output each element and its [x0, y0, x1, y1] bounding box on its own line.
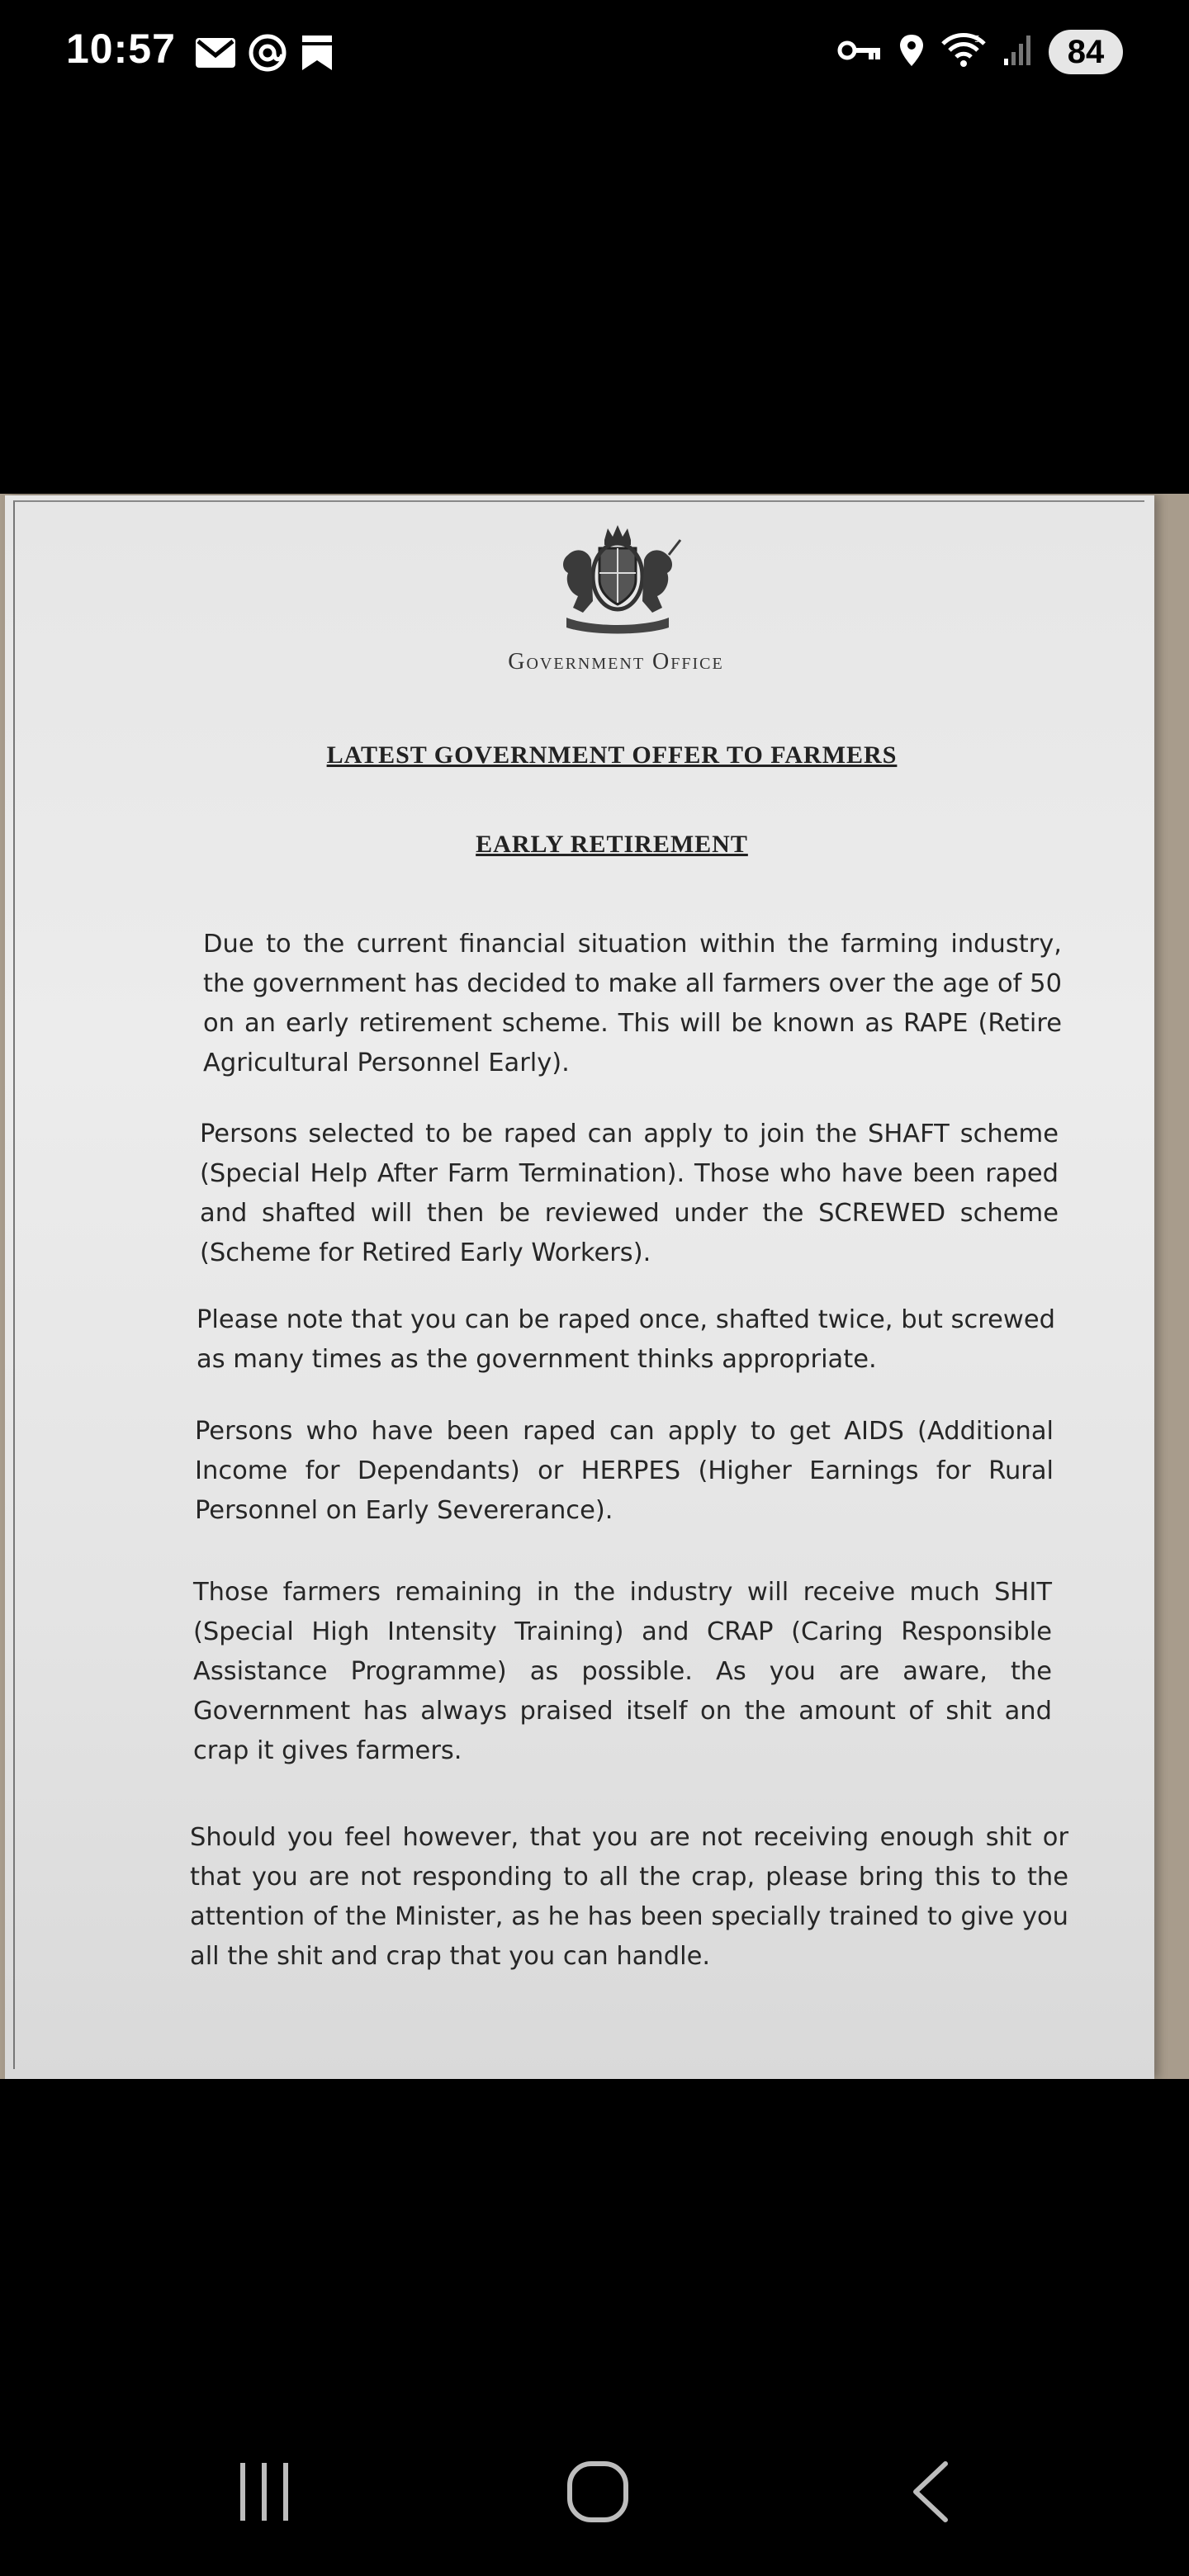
royal-coat-of-arms-icon [550, 522, 685, 637]
vpn-key-icon [837, 38, 882, 67]
threads-icon [248, 33, 287, 77]
home-button[interactable] [548, 2460, 647, 2526]
document-paragraph: Please note that you can be raped once, shafted twice, but screwed as many times as the government thinks appropriate. [197, 1305, 1055, 1374]
navigation-bar [0, 2427, 1189, 2559]
svg-text:5: 5 [974, 33, 980, 45]
location-icon [898, 33, 925, 72]
document-paragraph: Should you feel however, that you are not receiving enough shit or that you are not responding to all the crap, please bring this to the attention of the Minister, as he has been specially trained to give you all the shit and crap that you can handle. [190, 1823, 1068, 1971]
bookmark-flag-icon [299, 34, 335, 76]
system-status-icons [837, 30, 1123, 74]
document-paragraph: Those farmers remaining in the industry will receive much SHIT (Special High Intensity Training) and CRAP (Caring Responsible Assistance Programme) as possible. As you are aware, the Government has always praised itself on the amount of shit and crap it gives farmers. [193, 1578, 1052, 1765]
office-heading: Government Office [508, 649, 724, 675]
document-photo [5, 495, 1154, 2079]
document-paragraph: Due to the current financial situation within the farming industry, the government has decided to make all farmers over the age of 50 on an early retirement scheme. This will be known as RAPE (Retire Agricultural Personnel Early). [203, 930, 1062, 1077]
recents-icon [235, 2461, 293, 2526]
recents-button[interactable] [215, 2460, 314, 2526]
back-button[interactable] [880, 2460, 979, 2526]
signal-icon [1002, 34, 1032, 71]
home-icon [566, 2460, 629, 2527]
battery-level: 84 [1049, 30, 1123, 74]
document-subtitle: EARLY RETIREMENT [476, 831, 748, 858]
wifi-icon [941, 32, 986, 73]
notification-icons [195, 33, 335, 77]
gmail-icon [195, 37, 236, 73]
status-time: 10:57 [66, 26, 176, 72]
back-icon [909, 2460, 950, 2527]
image-viewer[interactable] [0, 494, 1189, 2079]
document-paragraph: Persons selected to be raped can apply to join the SHAFT scheme (Special Help After Farm Termination). Those who have been raped and shafted will then be reviewed under the SCREWED scheme (Scheme for Retired Early Workers). [200, 1120, 1059, 1267]
document-paragraph: Persons who have been raped can apply to get AIDS (Additional Income for Dependants) or HERPES (Higher Earnings for Rural Personnel on Early Severerance). [195, 1417, 1054, 1525]
document-title: LATEST GOVERNMENT OFFER TO FARMERS [326, 741, 898, 769]
status-bar [0, 0, 1189, 107]
